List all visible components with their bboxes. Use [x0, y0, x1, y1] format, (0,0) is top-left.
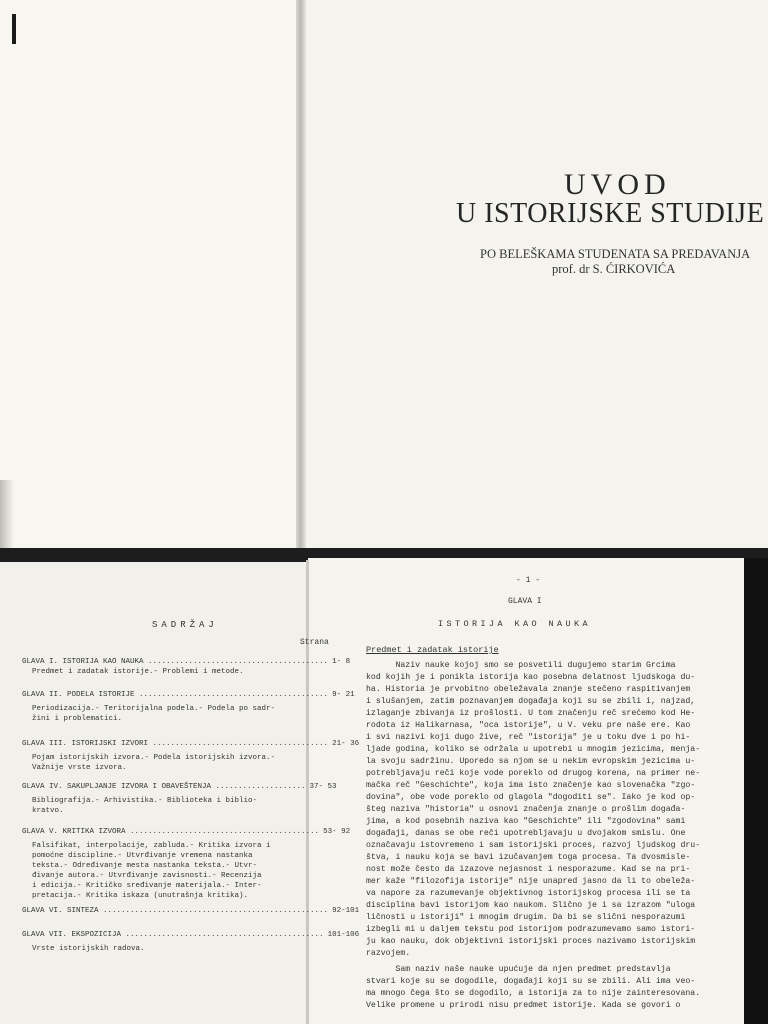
- title-page: [304, 0, 768, 548]
- body-line: štva, i nauku koja se bavi izučavanjem toga procesa. Ta dvosmisle-: [366, 853, 691, 862]
- cover-title: UVOD: [564, 168, 671, 201]
- toc-entry-title: GLAVA III. ISTORIJSKI IZVORI .......................................: [22, 740, 329, 748]
- toc-entry-title: GLAVA V. KRITIKA IZVORA ..........................................: [22, 828, 320, 836]
- toc-entry-desc: đivanje autora.- Utvrđivanje zavisnosti.- Recenzija: [32, 872, 262, 880]
- body-line: i slušanjem, zatim poznavanjem događaja koji su se zbili i, najzad,: [366, 697, 696, 706]
- body-line: stvari koje su se dogodile, događaji koji su se zbili. Ali ima veo-: [366, 977, 696, 986]
- toc-entry-desc: teksta.- Određivanje mesta nastanka teksta.- Utvr-: [32, 862, 258, 870]
- body-line: potrebljavaju reči koje vode poreklo od drugog korena, na primer ne-: [366, 769, 701, 778]
- toc-entry-title: GLAVA II. PODELA ISTORIJE ..........................................: [22, 691, 329, 699]
- toc-entry-desc: Periodizacija.- Teritorijalna podela.- Podela po sadr-: [32, 705, 276, 713]
- toc-entry-pages: 37- 53: [309, 783, 337, 791]
- body-line: ljade godina, koliko se održala u upotrebi u mnogim jezicima, menja-: [366, 745, 701, 754]
- body-line: i svi nazivi koji dugo žive, reč "istorija" je u toku dve i po hi-: [366, 733, 691, 742]
- toc-entry: [22, 827, 351, 901]
- binding-mark: [12, 14, 16, 44]
- toc-entry: [22, 930, 360, 954]
- toc-entry: [22, 739, 360, 773]
- body-line: Velike promene u prirodi nisu predmet istorije. Kada se govori o: [366, 1001, 681, 1010]
- chapter-title: ISTORIJA KAO NAUKA: [438, 619, 592, 629]
- toc-entry-desc: žini i problematici.: [32, 715, 123, 723]
- toc-entry-title: GLAVA VII. EKSPOZICIJA ............................................: [22, 931, 324, 939]
- body-line: događaji, danas se obe reči upotrebljavaju u dvojakom smislu. One: [366, 829, 686, 838]
- toc-entry-pages: 53- 92: [323, 828, 351, 836]
- body-line: nost može često da izazove nejasnost i nesporazume. Kad se na pri-: [366, 865, 691, 874]
- toc-entry-title: GLAVA VI. SINTEZA ..................................................: [22, 907, 329, 915]
- scan-edge: [744, 558, 768, 1024]
- page-number: - 1 -: [516, 576, 541, 585]
- toc-entry-desc: Falsifikat, interpolacije, zabluda.- Kritika izvora i: [32, 842, 271, 850]
- toc-entry: [22, 782, 337, 816]
- body-line: mer kaže "filozofija istorije" nije unapred jasno da li to obeleža-: [366, 877, 696, 886]
- toc-entry-pages: 9- 21: [332, 691, 355, 699]
- book-spine: [296, 0, 306, 548]
- body-line: disciplina bavi istorijom kao naukom. Slično je i sa izrazom "uloga: [366, 901, 696, 910]
- toc-entry-desc: kratvo.: [32, 807, 64, 815]
- body-line: kod kojih je i ponikla istorija kao posebna delatnost ljudskoga du-: [366, 673, 696, 682]
- toc-entry-pages: 21- 36: [332, 740, 360, 748]
- page-shadow: [0, 480, 14, 548]
- toc-entry-desc: i edicija.- Kritičko sređivanje materijala.- Inter-: [32, 882, 262, 890]
- toc-entry-pages: 92-101: [332, 907, 360, 915]
- toc-entry-pages: 1- 8: [332, 658, 351, 666]
- cover-subtitle: U ISTORIJSKE STUDIJE: [456, 198, 765, 229]
- body-line: razvojem.: [366, 949, 411, 958]
- body-line: ha. Historia je prvobitno obeležavala znanje stečeno raspitivanjem: [366, 685, 691, 694]
- body-line: Sam naziv naše nauke upućuje da njen predmet predstavlja: [366, 965, 671, 974]
- toc-entry: [22, 690, 355, 724]
- toc-pages-header: Strana: [300, 638, 329, 647]
- toc-entry-desc: pretacija.- Kritika iskaza (unutrašnja kritika).: [32, 892, 249, 900]
- body-line: la svoju sadržinu. Uporedo sa njom se u nekim evropskim jezicima u-: [366, 757, 696, 766]
- toc-entry-desc: Predmet i zadatak istorije.- Problemi i metode.: [32, 668, 244, 676]
- toc-entry-title: GLAVA I. ISTORIJA KAO NAUKA ........................................: [22, 658, 329, 666]
- toc-entry-desc: pomoćne discipline.- Utvrđivanje vremena nastanka: [32, 852, 253, 860]
- section-title: Predmet i zadatak istorije: [366, 645, 499, 655]
- toc-entry-pages: 101-106: [327, 931, 360, 939]
- toc-entry-desc: Vrste istorijskih radova.: [32, 945, 145, 953]
- body-line: ma mnogo čega što se dogodilo, a istorija za to nije zainteresovana.: [366, 989, 701, 998]
- body-line: označavaju istovremeno i sam istorijski proces, razvoj ljudskog dru-: [366, 841, 701, 850]
- body-line: ličnosti u istoriji" i mnogim drugim. Da bi se slični nesporazumi: [366, 913, 686, 922]
- body-line: izlaganje zbivanja iz prošlosti. U tom značenju reč srećemo kod He-: [366, 709, 696, 718]
- body-line: Naziv nauke kojoj smo se posvetili dugujemo starim Grcima: [366, 661, 676, 670]
- inner-cover-page: [0, 0, 300, 548]
- body-line: izbegli mi u daljem tekstu pod istorijom podrazumevamo samo istori-: [366, 925, 696, 934]
- cover-author: prof. dr S. ĆIRKOVIĆA: [552, 262, 676, 276]
- body-line: dovina", obe vode poreklo od glagola "dogoditi se". Iako je kod op-: [366, 793, 696, 802]
- body-line: šteg naziva "historia" u osnovi značenja znanje o prošlim događa-: [366, 805, 686, 814]
- body-line: va napore za razumevanje objektivnog istorijskog procesa ili se ta: [366, 889, 691, 898]
- body-line: ju kao nauku, dok objektivni istorijski proces nazivamo istorijskim: [366, 937, 696, 946]
- toc-entry-desc: Bibliografija.- Arhivistika.- Biblioteka i biblio-: [32, 797, 258, 805]
- chapter-label: GLAVA I: [508, 597, 542, 606]
- toc-entry: [22, 906, 360, 916]
- body-line: rodota iz Halikarnasa, "oca istorije", u V. veku pre naše ere. Kao: [366, 721, 691, 730]
- body-line: jima, a kod posebnih naziva kao "Geschichte" ili "zgodovina" sami: [366, 817, 686, 826]
- toc-entry-title: GLAVA IV. SAKUPLJANJE IZVORA I OBAVEŠTENJA ....................: [22, 783, 306, 791]
- cover-note: PO BELEŠKAMA STUDENATA SA PREDAVANJA: [480, 247, 751, 261]
- toc-entry-desc: Važnije vrste izvora.: [32, 764, 127, 772]
- toc-entry: [22, 657, 351, 677]
- toc-entry-desc: Pojam istorijskih izvora.- Podela istorijskih izvora.-: [32, 754, 276, 762]
- body-line: mačka reč "Geschichte", koja ima isto značenje kao slovenačka "zgo-: [366, 781, 696, 790]
- toc-heading: SADRŽAJ: [152, 620, 218, 630]
